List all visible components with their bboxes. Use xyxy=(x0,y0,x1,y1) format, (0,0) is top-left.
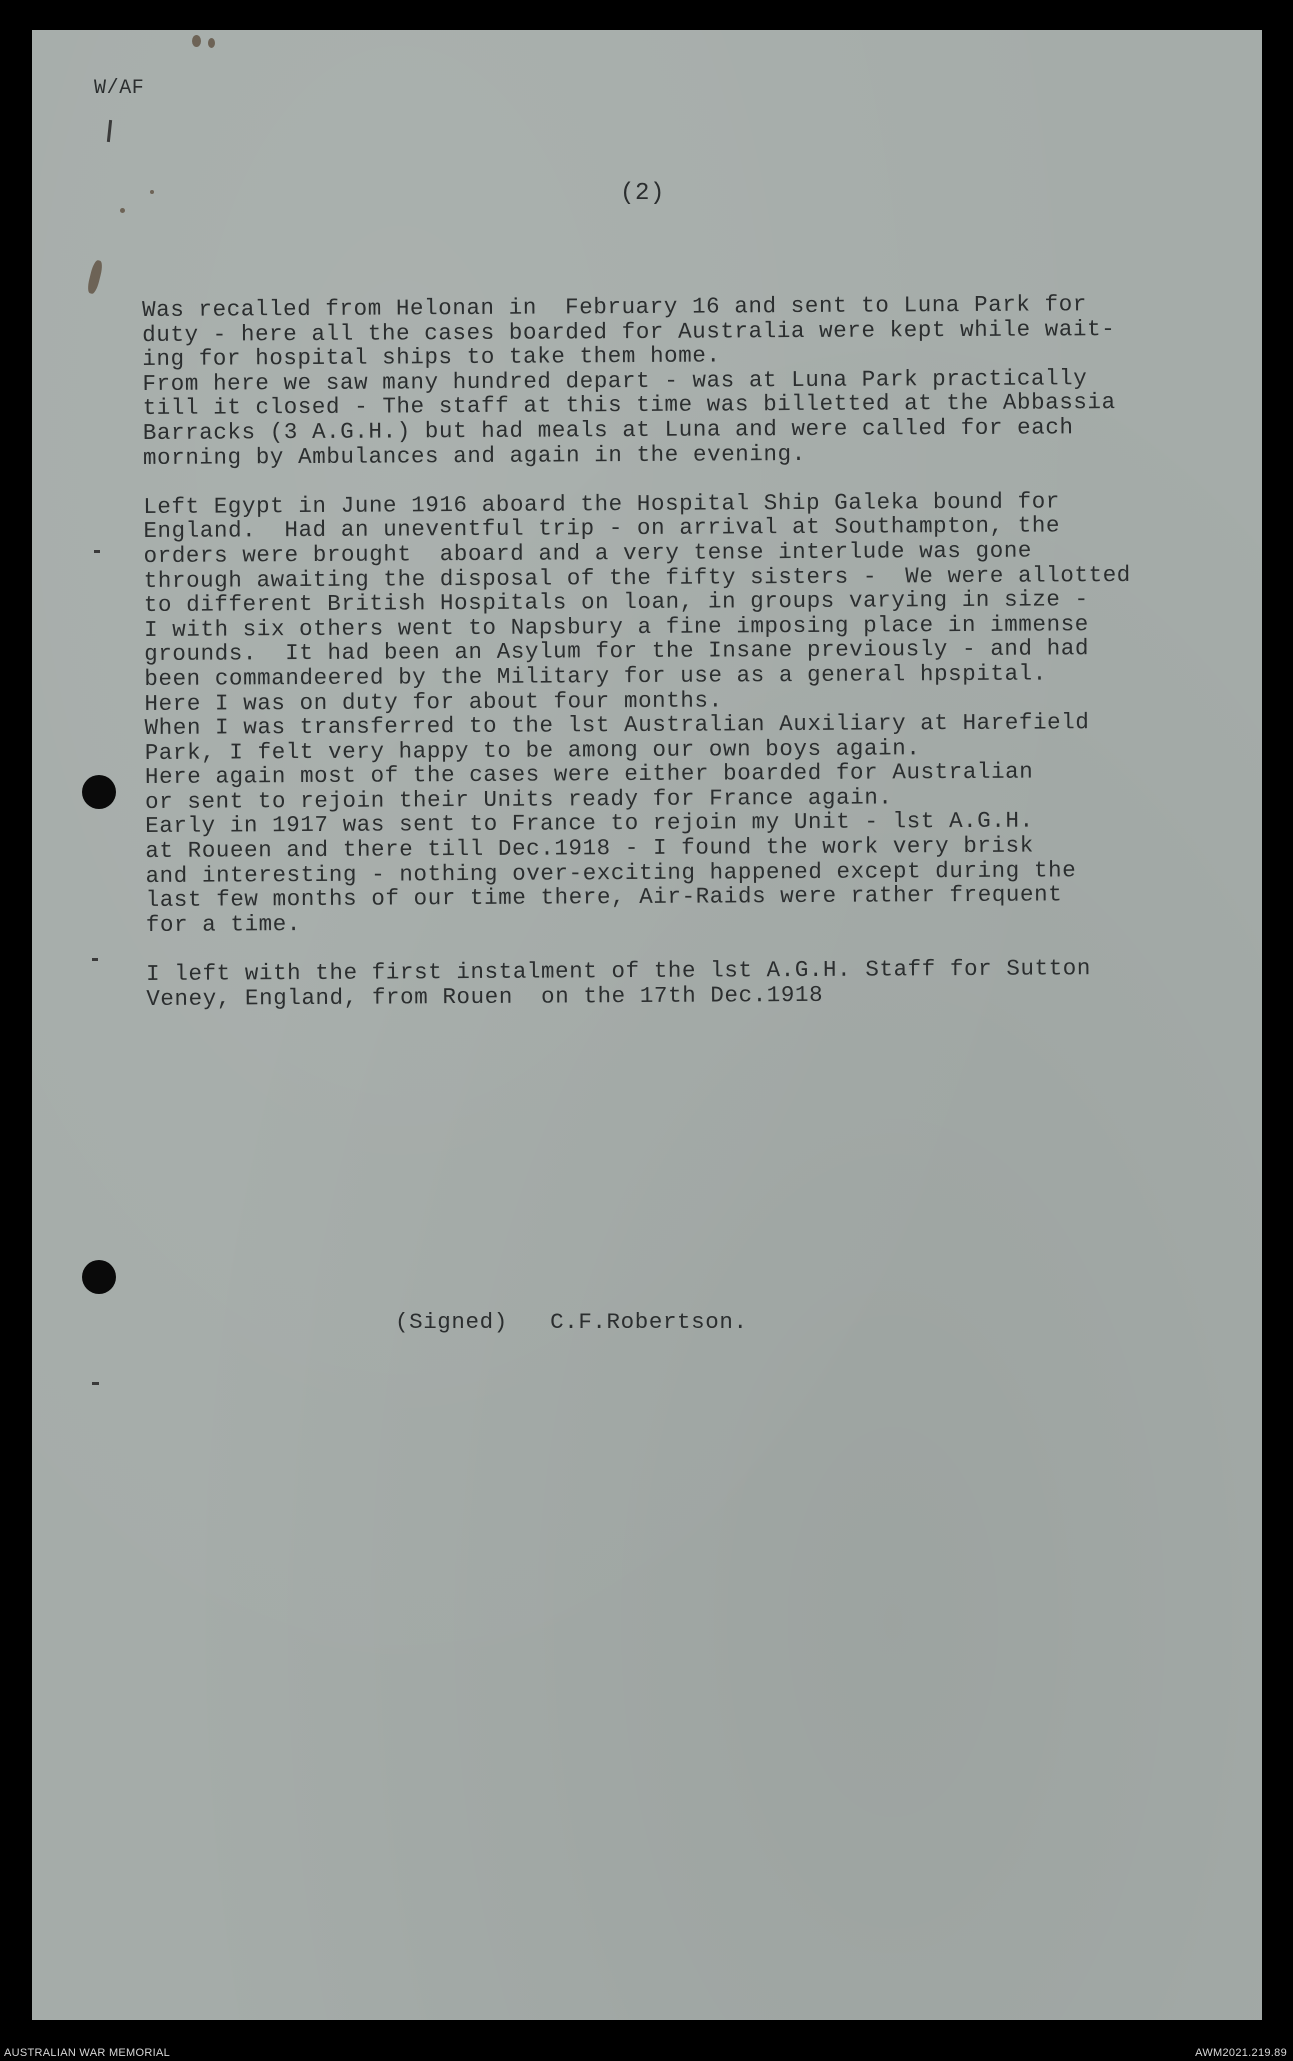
text-line: through awaiting the disposal of the fifty sisters - We were allotted xyxy=(143,561,1131,594)
stain-mark xyxy=(150,190,154,194)
text-line: I with six others went to Napsbury a fine imposing place in immense xyxy=(143,610,1089,643)
letter-body xyxy=(142,292,1134,1036)
text-line: From here we saw many hundred depart - was at Luna Park practically xyxy=(142,365,1088,397)
text-line: England. Had an uneventful trip - on arrival at Southampton, the xyxy=(143,512,1061,545)
text-line: last few months of our time there, Air-Raids were rather frequent xyxy=(145,881,1063,914)
paragraph xyxy=(143,489,1133,938)
document-page xyxy=(32,30,1262,2020)
text-line: been commandeered by the Military for use as a general hpspital. xyxy=(144,660,1047,692)
text-line: for a time. xyxy=(145,910,302,938)
reference-mark: W/AF xyxy=(94,77,145,100)
pen-mark xyxy=(92,1382,99,1385)
stain-mark xyxy=(120,208,125,213)
punch-hole xyxy=(82,775,116,809)
footer-accession-number: AWM2021.219.89 xyxy=(1195,2047,1287,2059)
text-line: Here again most of the cases were either boarded for Australian xyxy=(144,758,1034,791)
paragraph xyxy=(146,956,1133,1011)
text-line: orders were brought aboard and a very tense interlude was gone xyxy=(143,537,1033,569)
text-line: to different British Hospitals on loan, in groups varying in size - xyxy=(143,586,1089,619)
text-line: Here I was on duty for about four months. xyxy=(144,686,723,717)
signature-line: (Signed) C.F.Robertson. xyxy=(395,1309,748,1335)
stain-mark xyxy=(208,38,215,48)
text-line: Left Egypt in June 1916 aboard the Hospital Ship Galeka bound for xyxy=(143,488,1060,520)
text-line: Park, I felt very happy to be among our own boys again. xyxy=(144,734,921,766)
pen-mark xyxy=(107,120,112,142)
text-line: duty - here all the cases boarded for Australia were kept while wait- xyxy=(142,315,1116,348)
text-line: and interesting - nothing over-exciting happened except during the xyxy=(145,856,1077,889)
text-line: morning by Ambulances and again in the evening. xyxy=(142,440,806,471)
pen-mark xyxy=(92,958,98,961)
text-line: When I was transferred to the lst Australian Auxiliary at Harefield xyxy=(144,709,1090,742)
stain-mark xyxy=(192,35,201,47)
text-line: grounds. It had been an Asylum for the Insane previously - and had xyxy=(144,635,1090,668)
text-line: till it closed - The staff at this time was billetted at the Abbassia xyxy=(142,389,1116,422)
pen-mark xyxy=(94,550,100,553)
text-line: Was recalled from Helonan in February 16 and sent to Luna Park for xyxy=(141,291,1087,323)
text-line: I left with the first instalment of the lst A.G.H. Staff for Sutton xyxy=(146,955,1092,988)
footer-credit: AUSTRALIAN WAR MEMORIAL xyxy=(4,2047,171,2059)
page-number: (2) xyxy=(620,180,666,207)
text-line: or sent to rejoin their Units ready for France again. xyxy=(144,784,893,815)
text-line: Early in 1917 was sent to France to rejoin my Unit - lst A.G.H. xyxy=(145,808,1034,840)
stain-mark xyxy=(86,259,104,294)
paragraph xyxy=(142,292,1130,470)
text-line: ing for hospital ships to take them home. xyxy=(142,342,721,373)
text-line: Barracks (3 A.G.H.) but had meals at Luna and were called for each xyxy=(142,414,1074,446)
text-line: at Roueen and there till Dec.1918 - I found the work very brisk xyxy=(145,832,1034,865)
punch-hole xyxy=(82,1260,116,1294)
text-line: Veney, England, from Rouen on the 17th Dec.1918 xyxy=(146,981,824,1012)
